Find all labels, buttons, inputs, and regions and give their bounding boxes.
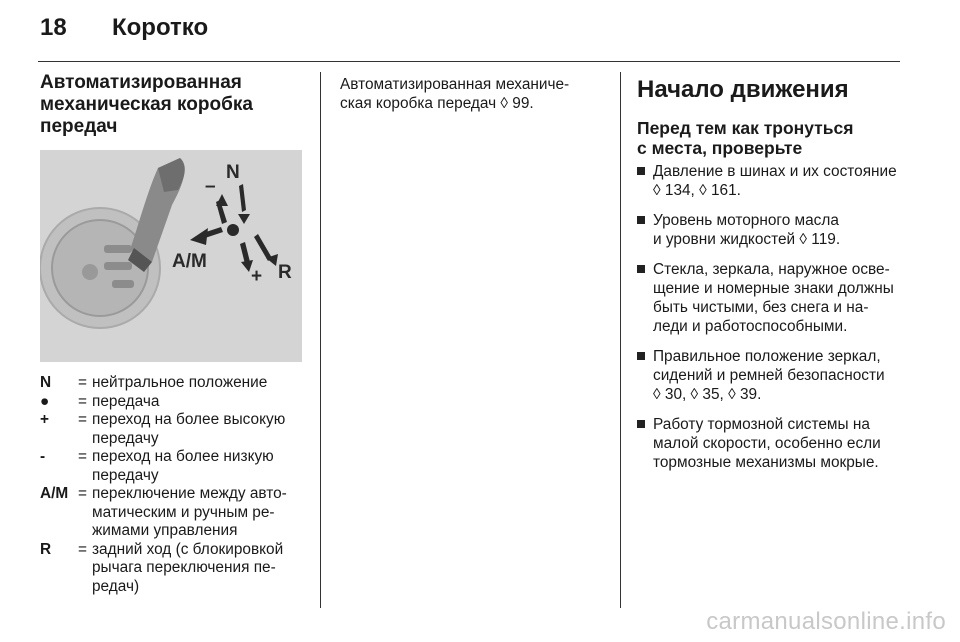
legend-equals: =	[78, 374, 87, 391]
list-item-line: малой скорости, особенно если	[653, 435, 881, 452]
legend-row	[40, 393, 308, 412]
legend-text	[92, 448, 308, 485]
main-heading: Начало движения	[637, 76, 849, 103]
figure-label-minus: –	[205, 176, 216, 197]
gear-shift-figure	[40, 150, 302, 362]
legend-row	[40, 541, 308, 597]
list-item-line: Работу тормозной системы на	[653, 416, 870, 433]
transmission-reference-line: Автоматизированная механиче-	[340, 76, 570, 93]
list-item-line: ◊ 30, ◊ 35, ◊ 39.	[653, 386, 762, 403]
legend-line: редач)	[92, 577, 140, 595]
list-item-line: сидений и ремней безопасности	[653, 367, 885, 384]
list-item	[637, 415, 907, 472]
legend-line: передача	[92, 392, 160, 410]
list-item-line: Правильное положение зеркал,	[653, 348, 881, 365]
checklist	[637, 162, 907, 472]
column-divider-1	[320, 72, 321, 608]
legend-row	[40, 374, 308, 393]
section-title-line: Автоматизированная	[40, 72, 242, 93]
legend-equals: =	[78, 448, 87, 465]
legend-line: нейтральное положение	[92, 374, 268, 391]
list-item	[637, 347, 907, 404]
sub-heading-line: с места, проверьте	[637, 138, 803, 158]
legend-text	[92, 411, 308, 448]
legend-row	[40, 411, 308, 448]
legend-equals: =	[78, 392, 87, 410]
list-item-line: леди и работоспособными.	[653, 318, 848, 335]
legend-equals: =	[78, 540, 87, 558]
section-title-line: механическая коробка	[40, 94, 253, 115]
legend-line: матическим и ручным ре-	[92, 503, 275, 521]
legend-key: A/M	[40, 485, 69, 502]
section-title	[40, 72, 308, 138]
legend-line: жимами управления	[92, 522, 238, 539]
list-item-line: Давление в шинах и их состояние	[653, 163, 897, 180]
square-bullet-icon	[637, 265, 645, 273]
list-item-line: Уровень моторного масла	[653, 212, 839, 229]
legend-line: задний ход (с блокировкой	[92, 540, 284, 558]
list-item	[637, 211, 907, 249]
figure-label-n: N	[226, 162, 240, 183]
square-bullet-icon	[637, 420, 645, 428]
legend	[40, 374, 308, 596]
legend-line: рычага переключения пе-	[92, 559, 276, 576]
legend-text	[92, 393, 308, 412]
middle-column	[340, 76, 605, 113]
column-divider-2	[620, 72, 621, 608]
right-column	[637, 76, 907, 483]
legend-row	[40, 485, 308, 541]
square-bullet-icon	[637, 352, 645, 360]
legend-text	[92, 485, 308, 541]
legend-row	[40, 448, 308, 485]
figure-label-plus: +	[251, 266, 263, 287]
legend-key: ●	[40, 392, 50, 410]
figure-label-am: A/M	[172, 251, 207, 272]
list-item-line: ◊ 134, ◊ 161.	[653, 182, 741, 199]
header-rule	[38, 61, 900, 62]
legend-key: N	[40, 374, 52, 391]
gear-shift-illustration	[40, 150, 302, 362]
page-number: 18	[40, 14, 67, 41]
list-item-line: щение и номерные знаки должны	[653, 280, 894, 297]
legend-key: +	[40, 411, 49, 428]
list-item-line: и уровни жидкостей ◊ 119.	[653, 231, 841, 248]
legend-line: переход на более низкую	[92, 448, 274, 465]
square-bullet-icon	[637, 216, 645, 224]
legend-key: R	[40, 540, 52, 558]
figure-label-r: R	[278, 262, 292, 283]
legend-line: переход на более высокую	[92, 411, 286, 428]
legend-text	[92, 541, 308, 597]
square-bullet-icon	[637, 167, 645, 175]
legend-line: передачу	[92, 429, 159, 447]
left-column	[40, 72, 308, 596]
legend-line: передачу	[92, 466, 159, 484]
sub-heading	[637, 118, 907, 158]
list-item-line: Стекла, зеркала, наружное осве-	[653, 261, 890, 278]
legend-key: -	[40, 448, 46, 465]
legend-equals: =	[78, 411, 87, 428]
list-item-line: быть чистыми, без снега и на-	[653, 299, 869, 316]
legend-equals: =	[78, 485, 87, 502]
transmission-reference-line: ская коробка передач ◊ 99.	[340, 94, 534, 112]
watermark: carmanualsonline.info	[706, 608, 946, 635]
list-item	[637, 162, 907, 200]
legend-text	[92, 374, 308, 393]
sub-heading-line: Перед тем как тронуться	[637, 118, 854, 138]
list-item-line: тормозные механизмы мокрые.	[653, 454, 879, 471]
page-title: Коротко	[112, 14, 209, 41]
section-title-line: передач	[40, 116, 118, 137]
legend-line: переключение между авто-	[92, 485, 287, 502]
list-item	[637, 260, 907, 336]
